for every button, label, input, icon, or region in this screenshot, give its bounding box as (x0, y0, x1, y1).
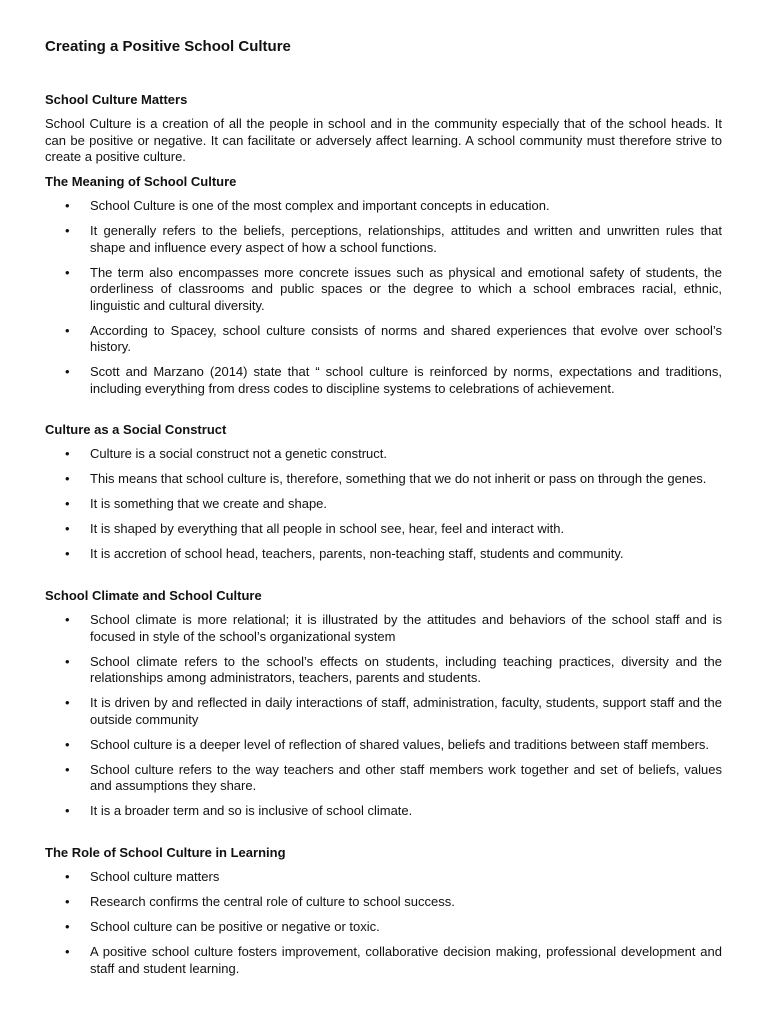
list-item: • It is a broader term and so is inclusive of school climate. (65, 803, 413, 818)
list-item: • School culture matters (65, 869, 220, 884)
section-heading: The Role of School Culture in Learning (45, 845, 286, 860)
bullet-icon: • (65, 869, 70, 884)
list-item: • Research confirms the central role of culture to school success. (65, 894, 455, 909)
bullet-icon: • (65, 496, 70, 511)
list-item: • It is accretion of school head, teachers, parents, non-teaching staff, students and community. (65, 546, 624, 561)
list-item: • A positive school culture fosters improvement, collaborative decision making, professional development and staff and student learning. (65, 944, 722, 976)
bullet-icon: • (65, 223, 70, 238)
bullet-icon: • (65, 894, 70, 909)
bullet-list (45, 198, 722, 397)
bullet-icon: • (65, 322, 70, 338)
list-item: • Culture is a social construct not a genetic construct. (65, 446, 387, 461)
section-paragraph: School Culture is a creation of all the people in school and in the community especially that of the school heads. It can be positive or negative. It can facilitate or adversely affect learning. A school community must therefore strive to create a positive culture. (45, 116, 722, 164)
list-item: • It is shaped by everything that all people in school see, hear, feel and interact with. (65, 521, 565, 536)
bullet-icon: • (65, 446, 70, 461)
bullet-icon: • (65, 761, 70, 777)
list-item: • School Culture is one of the most complex and important concepts in education. (65, 198, 550, 213)
bullet-icon: • (65, 736, 70, 752)
document-title: Creating a Positive School Culture (45, 38, 291, 55)
bullet-icon: • (65, 264, 70, 280)
section-heading: School Climate and School Culture (45, 588, 262, 603)
bullet-icon: • (65, 521, 70, 536)
section-school-climate-and-culture (45, 588, 722, 828)
list-item: • School climate refers to the school’s effects on students, including teaching practices, diversity and the relationships among administrators, teachers, parents and students. (65, 653, 722, 685)
bullet-icon: • (65, 198, 70, 213)
bullet-icon: • (65, 653, 70, 669)
list-item: • It is something that we create and shape. (65, 496, 328, 511)
bullet-list (45, 446, 722, 563)
list-item: • School climate is more relational; it is illustrated by the attitudes and behaviors of the school staff and is focused in style of the school’s organizational system (65, 612, 722, 644)
bullet-icon: • (65, 944, 70, 959)
section-culture-as-social-construct (45, 422, 722, 571)
bullet-list (45, 612, 722, 820)
list-item: • It generally refers to the beliefs, perceptions, relationships, attitudes and written and unwritten rules that shape and influence every aspect of how a school functions. (65, 223, 722, 255)
section-heading: Culture as a Social Construct (45, 422, 227, 437)
bullet-icon: • (65, 364, 70, 379)
list-item: • School culture can be positive or negative or toxic. (65, 919, 380, 934)
bullet-list (45, 869, 722, 977)
bullet-icon: • (65, 919, 70, 934)
section-school-culture-matters (45, 92, 722, 166)
list-item: • It is driven by and reflected in daily interactions of staff, administration, faculty, students, support staff and the outside community (65, 695, 722, 727)
list-item: • According to Spacey, school culture consists of norms and shared experiences that evolve over school’s history. (65, 322, 722, 354)
list-item: • Scott and Marzano (2014) state that “ school culture is reinforced by norms, expectations and traditions, including everything from dress codes to discipline systems to celebrations of achievement. (65, 364, 722, 396)
bullet-icon: • (65, 612, 70, 627)
section-meaning-of-school-culture (45, 174, 722, 406)
list-item: • School culture is a deeper level of reflection of shared values, beliefs and traditions between staff members. (65, 736, 710, 752)
section-heading: The Meaning of School Culture (45, 174, 237, 189)
list-item: • The term also encompasses more concrete issues such as physical and emotional safety of students, the orderliness of classrooms and public spaces or the degree to which a school embraces racial, ethnic, linguistic and cultural diversity. (65, 264, 722, 313)
bullet-icon: • (65, 695, 70, 710)
bullet-icon: • (65, 471, 70, 486)
list-item: • School culture refers to the way teachers and other staff members work together and set of beliefs, values and assumptions they share. (65, 761, 722, 793)
section-heading: School Culture Matters (45, 92, 188, 107)
bullet-icon: • (65, 803, 70, 818)
bullet-icon: • (65, 546, 70, 561)
list-item: • This means that school culture is, therefore, something that we do not inherit or pass on through the genes. (65, 471, 707, 486)
section-role-of-school-culture (45, 845, 722, 986)
